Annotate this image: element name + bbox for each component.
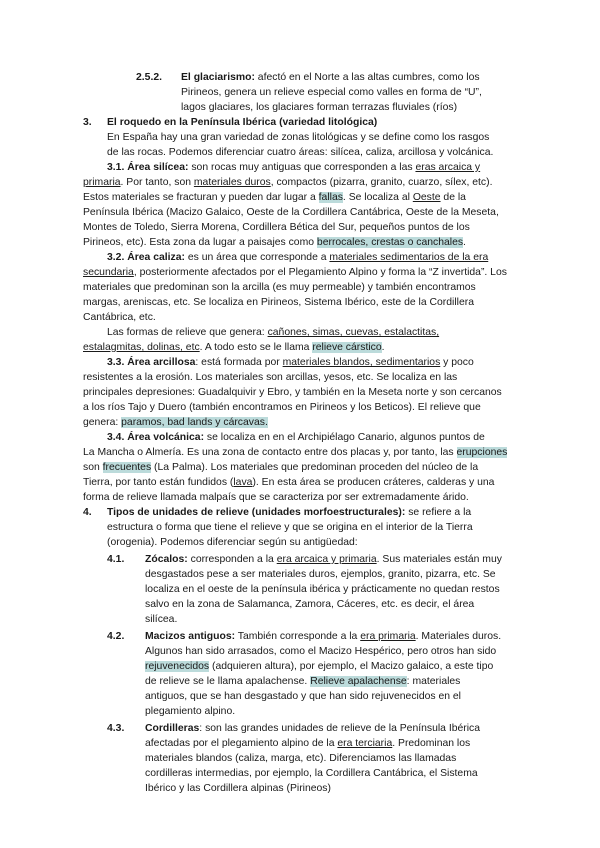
highlighted-term: Relieve apalachense xyxy=(310,676,407,687)
paragraph-line: Macizos antiguos: También corresponde a la era primaria. Materiales duros. xyxy=(145,631,502,642)
paragraph-line: genera: paramos, bad lands y cárcavas. xyxy=(83,417,268,428)
paragraph-line: Pirineos, genera un relieve especial como valles en forma de “U”, xyxy=(181,87,482,98)
subsection-title: 3.2. Área caliza: xyxy=(107,252,185,263)
paragraph-line: 3.2. Área caliza: es un área que corresponde a materiales sedimentarios de la era xyxy=(107,252,489,263)
paragraph-line: antiguos, que se han desgastado y que han sido rejuvenecidos en el xyxy=(145,691,461,702)
paragraph-line: forma de relieve llamada malpaís que se caracteriza por ser extremadamente árido. xyxy=(83,492,469,503)
paragraph-line: de relieve se le llama apalachense. Relieve apalachense: materiales xyxy=(145,676,461,687)
paragraph-line: plegamiento alpino. xyxy=(145,706,236,717)
paragraph-line: Ibérico y las Cordillera alpinas (Pirineos) xyxy=(145,783,331,794)
section-number: 2.5.2. xyxy=(136,72,162,83)
paragraph-line: desgastados pese a ser materiales duros, ejemplos, granito, pizarra, etc. Se xyxy=(145,569,496,580)
underlined-term: lava xyxy=(233,477,253,488)
subsection-number: 4.1. xyxy=(107,554,125,565)
highlighted-term: frecuentes xyxy=(102,462,152,473)
subsection-title: Zócalos: xyxy=(145,554,188,565)
paragraph-line: Las formas de relieve que genera: cañones, simas, cuevas, estalactitas, xyxy=(107,327,440,338)
subsection-title: Cordilleras xyxy=(145,723,200,734)
paragraph-line: 3.4. Área volcánica: se localiza en en el Archipiélago Canario, algunos puntos de xyxy=(107,432,485,443)
highlighted-term: berrocales, crestas o canchales xyxy=(316,237,464,248)
paragraph-line: Tipos de unidades de relieve (unidades morfoestructurales): se refiere a la xyxy=(107,507,472,518)
paragraph-line: Zócalos: corresponden a la era arcaica y primaria. Sus materiales están muy xyxy=(145,554,502,565)
subsection-title: 3.1. Área silícea: xyxy=(107,162,189,173)
paragraph-line: Tierra, por tanto están fundidos (lava). En esta área se producen cráteres, calderas y una xyxy=(83,477,495,488)
paragraph-line: rejuvenecidos (adquieren altura), por ejemplo, el Macizo galaico, a este tipo xyxy=(145,661,494,672)
underlined-term: materiales sedimentarios de la era xyxy=(329,252,489,263)
subsection-title: Macizos antiguos: xyxy=(145,631,236,642)
paragraph-line: estalagmitas, dolinas, etc. A todo esto se le llama relieve cárstico. xyxy=(83,342,385,353)
paragraph-line: resistentes a la erosión. Los materiales son arcillas, yesos, etc. Se localiza en las xyxy=(83,372,458,383)
paragraph-line: silícea. xyxy=(145,614,178,625)
underlined-term: era terciaria xyxy=(337,738,393,749)
underlined-term: materiales duros xyxy=(193,177,271,188)
section-number: 3. xyxy=(83,117,92,128)
paragraph-line: Pirineos, etc). Esta zona da lugar a paisajes como berrocales, crestas o canchales. xyxy=(83,237,466,248)
underlined-term: secundaria xyxy=(83,267,134,278)
subsection-title: 3.4. Área volcánica: xyxy=(107,432,205,443)
paragraph-line: Algunos han sido arrasados, como el Macizo Hespérico, pero otros han sido xyxy=(145,646,497,657)
paragraph-line: son frecuentes (La Palma). Los materiales que predominan proceden del núcleo de la xyxy=(83,462,479,473)
underlined-term: materiales blandos, sedimentarios xyxy=(282,357,441,368)
section-title: El roquedo en la Península Ibérica (variedad litológica) xyxy=(107,117,378,128)
highlighted-term: relieve cárstico xyxy=(312,342,382,353)
paragraph-line: Montes de Toledo, Sierra Morena, Cordillera Bética del Sur, pequeños puntos de los xyxy=(83,222,470,233)
paragraph-line: de las rocas. Podemos diferenciar cuatro áreas: silícea, caliza, arcillosa y volcánica. xyxy=(107,147,494,158)
paragraph-line: salvo en la zona de Salamanca, Zamora, Cáceres, etc. es decir, el área xyxy=(145,599,475,610)
underlined-term: Oeste xyxy=(412,192,441,203)
section-number: 4. xyxy=(83,507,92,518)
underlined-term: era primaria xyxy=(360,631,416,642)
underlined-term: primaria xyxy=(83,177,121,188)
subsection-number: 4.2. xyxy=(107,631,125,642)
paragraph-line: secundaria, posteriormente afectados por el Plegamiento Alpino y forma la “Z invertida”. Los xyxy=(83,267,507,278)
underlined-term: eras arcaica y xyxy=(415,162,481,173)
underlined-term: estalagmitas, dolinas, etc xyxy=(83,342,200,353)
underlined-term: cañones, simas, cuevas, estalactitas, xyxy=(267,327,440,338)
paragraph-line: principales depresiones: Guadalquivir y Ebro, y también en la Meseta norte y son cercanos xyxy=(83,387,502,398)
paragraph-line: afectadas por el plegamiento alpino de la era terciaria. Predominan los xyxy=(145,738,471,749)
paragraph-line: localiza en el oeste de la península ibérica y prácticamente no quedan restos xyxy=(145,584,500,595)
highlighted-term: paramos, bad lands y cárcavas. xyxy=(121,417,268,428)
paragraph-line: 3.1. Área silícea: son rocas muy antiguas que corresponden a las eras arcaica y xyxy=(107,162,481,173)
highlighted-term: rejuvenecidos xyxy=(145,661,210,672)
paragraph-line: a los ríos Tajo y Duero (también encontramos en Pirineos y los Beticos). El relieve que xyxy=(83,402,481,413)
highlighted-term: fallas xyxy=(318,192,343,203)
section-title: Tipos de unidades de relieve (unidades morfoestructurales): xyxy=(107,507,406,518)
paragraph-line: Península Ibérica (Macizo Galaico, Oeste de la Cordillera Cantábrica, Oeste de la Meseta, xyxy=(83,207,499,218)
paragraph-line: materiales que predominan son la arcilla (es muy permeable) y también encontramos xyxy=(83,282,476,293)
paragraph-line: primaria. Por tanto, son materiales duros, compactos (pizarra, granito, cuarzo, sílex, etc). xyxy=(83,177,493,188)
underlined-term: era arcaica y primaria xyxy=(276,554,377,565)
paragraph-line: En España hay una gran variedad de zonas litológicas y se define como los rasgos xyxy=(107,132,490,143)
paragraph-line: lagos glaciares, los glaciares forman terrazas fluviales (ríos) xyxy=(181,102,458,113)
subsection-title: 3.3. Área arcillosa xyxy=(107,357,196,368)
paragraph-line: estructura o forma que tiene el relieve y que se origina en el interior de la Tierra xyxy=(107,522,473,533)
paragraph-line: (orogenia). Podemos diferenciar según su antigüedad: xyxy=(107,537,358,548)
paragraph-line: La Mancha o Almería. Es una zona de contacto entre dos placas y, por tanto, las erupciones xyxy=(83,447,508,458)
paragraph-line: Cantábrica, etc. xyxy=(83,312,156,323)
paragraph-line: 3.3. Área arcillosa: está formada por materiales blandos, sedimentarios y poco xyxy=(107,357,474,368)
paragraph-line: El glaciarismo: afectó en el Norte a las altas cumbres, como los xyxy=(181,72,480,83)
paragraph-line: Cordilleras: son las grandes unidades de relieve de la Península Ibérica xyxy=(145,723,481,734)
paragraph-line: margas, areniscas, etc. Se localiza en Pirineos, Sistema Ibérico, este de la Cordillera xyxy=(83,297,474,308)
section-title: El glaciarismo: xyxy=(181,72,255,83)
paragraph-line: materiales blandos (caliza, marga, etc). Diferenciamos las llamadas xyxy=(145,753,457,764)
paragraph-line: Estos materiales se fracturan y pueden dar lugar a fallas. Se localiza al Oeste de la xyxy=(83,192,466,203)
subsection-number: 4.3. xyxy=(107,723,125,734)
highlighted-term: erupciones xyxy=(456,447,508,458)
paragraph-line: cordilleras intermedias, por ejemplo, la Cordillera Cantábrica, el Sistema xyxy=(145,768,478,779)
